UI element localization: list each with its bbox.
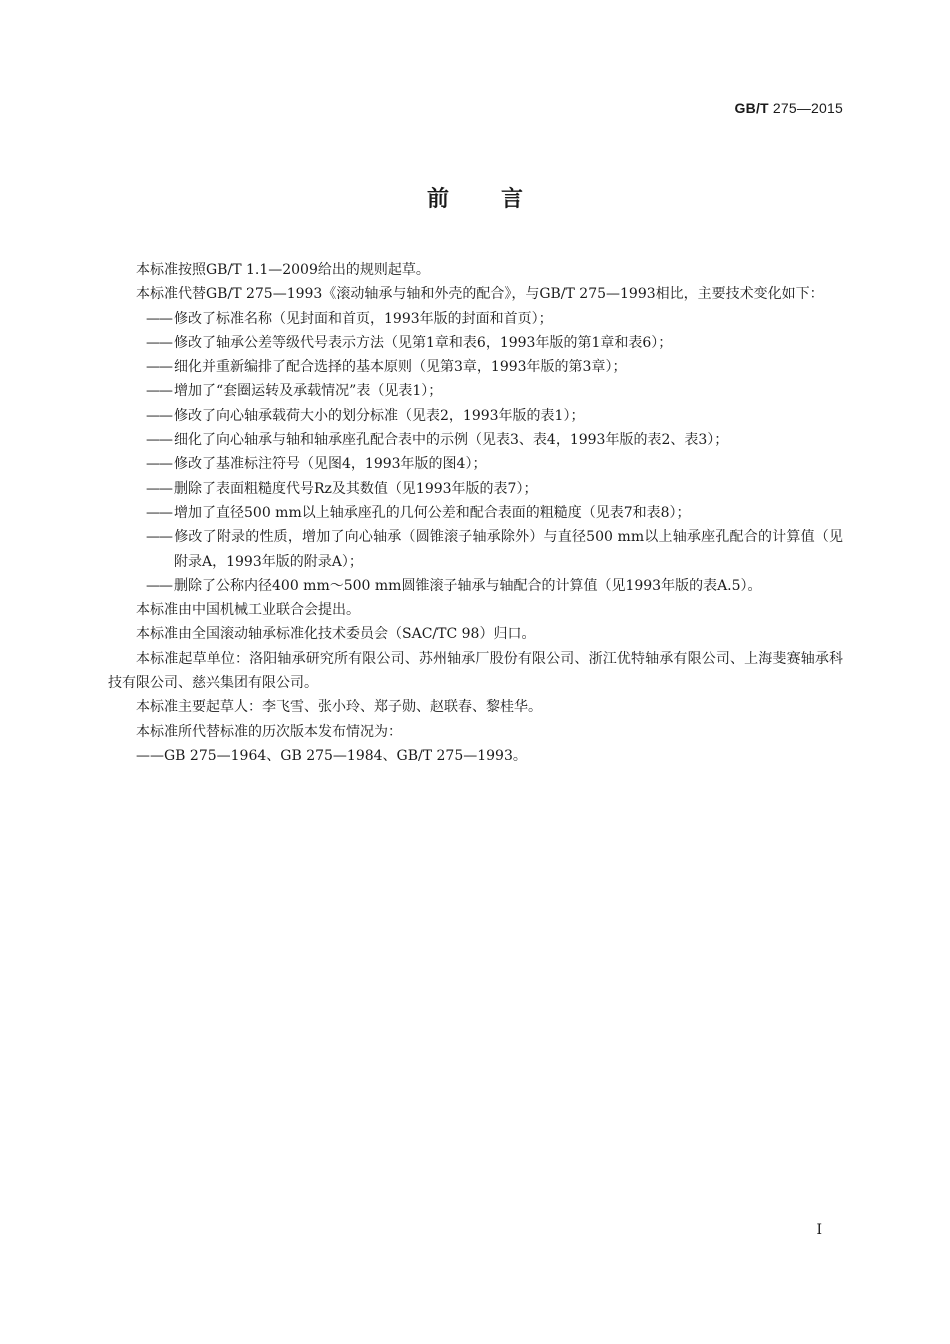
list-item: —— 增加了“套圈运转及承载情况”表（见表1）； <box>146 383 443 400</box>
standard-code: GB/T 275—2015 <box>734 100 843 116</box>
list-item: —— 修改了附录的性质，增加了向心轴承（圆锥滚子轴承除外）与直径500 mm以上轴承座孔配合的计算值（见附录A，1993年版的附录A）； <box>146 529 843 570</box>
list-item: —— 修改了轴承公差等级代号表示方法（见第1章和表6，1993年版的第1章和表6）； <box>146 334 673 351</box>
list-item: —— 删除了公称内径400 mm～500 mm圆锥滚子轴承与轴配合的计算值（见1993年版的表A.5）。 <box>146 577 762 594</box>
paragraph-drafting-rules: 本标准按照GB/T 1.1—2009给出的规则起草。 <box>136 262 430 278</box>
page-title: 前言 <box>426 187 575 212</box>
paragraph-replaces: 本标准代替GB/T 275—1993《滚动轴承与轴和外壳的配合》，与GB/T 275—1993相比，主要技术变化如下： <box>136 286 824 303</box>
preface-body <box>108 258 843 768</box>
paragraph-administration: 本标准由全国滚动轴承标准化技术委员会（SAC/TC 98）归口。 <box>136 626 536 643</box>
paragraph-proposer: 本标准由中国机械工业联合会提出。 <box>136 602 360 619</box>
paragraph-history-intro: 本标准所代替标准的历次版本发布情况为： <box>136 723 402 740</box>
paragraph-drafting-units: 本标准起草单位：洛阳轴承研究所有限公司、苏州轴承厂股份有限公司、浙江优特轴承有限公司、上海斐赛轴承科技有限公司、慈兴集团有限公司。 <box>108 650 843 692</box>
list-item: —— 修改了标准名称（见封面和首页，1993年版的封面和首页）； <box>146 310 553 327</box>
list-item: —— 修改了向心轴承载荷大小的划分标准（见表2，1993年版的表1）； <box>146 407 585 424</box>
paragraph-drafters: 本标准主要起草人：李飞雪、张小玲、郑子勋、赵联春、黎桂华。 <box>136 699 542 716</box>
list-item: —— 删除了表面粗糙度代号Rz及其数值（见1993年版的表7）； <box>146 480 538 497</box>
paragraph-history: ——GB 275—1964、GB 275—1984、GB/T 275—1993。 <box>136 747 527 764</box>
list-item: —— 细化了向心轴承与轴和轴承座孔配合表中的示例（见表3、表4，1993年版的表2、表3）； <box>146 432 729 449</box>
list-item: —— 细化并重新编排了配合选择的基本原则（见第3章，1993年版的第3章）； <box>146 359 627 376</box>
list-item: —— 修改了基准标注符号（见图4，1993年版的图4）； <box>146 456 487 473</box>
list-item: —— 增加了直径500 mm以上轴承座孔的几何公差和配合表面的粗糙度（见表7和表8）； <box>146 504 691 521</box>
page-number: I <box>816 1222 822 1238</box>
